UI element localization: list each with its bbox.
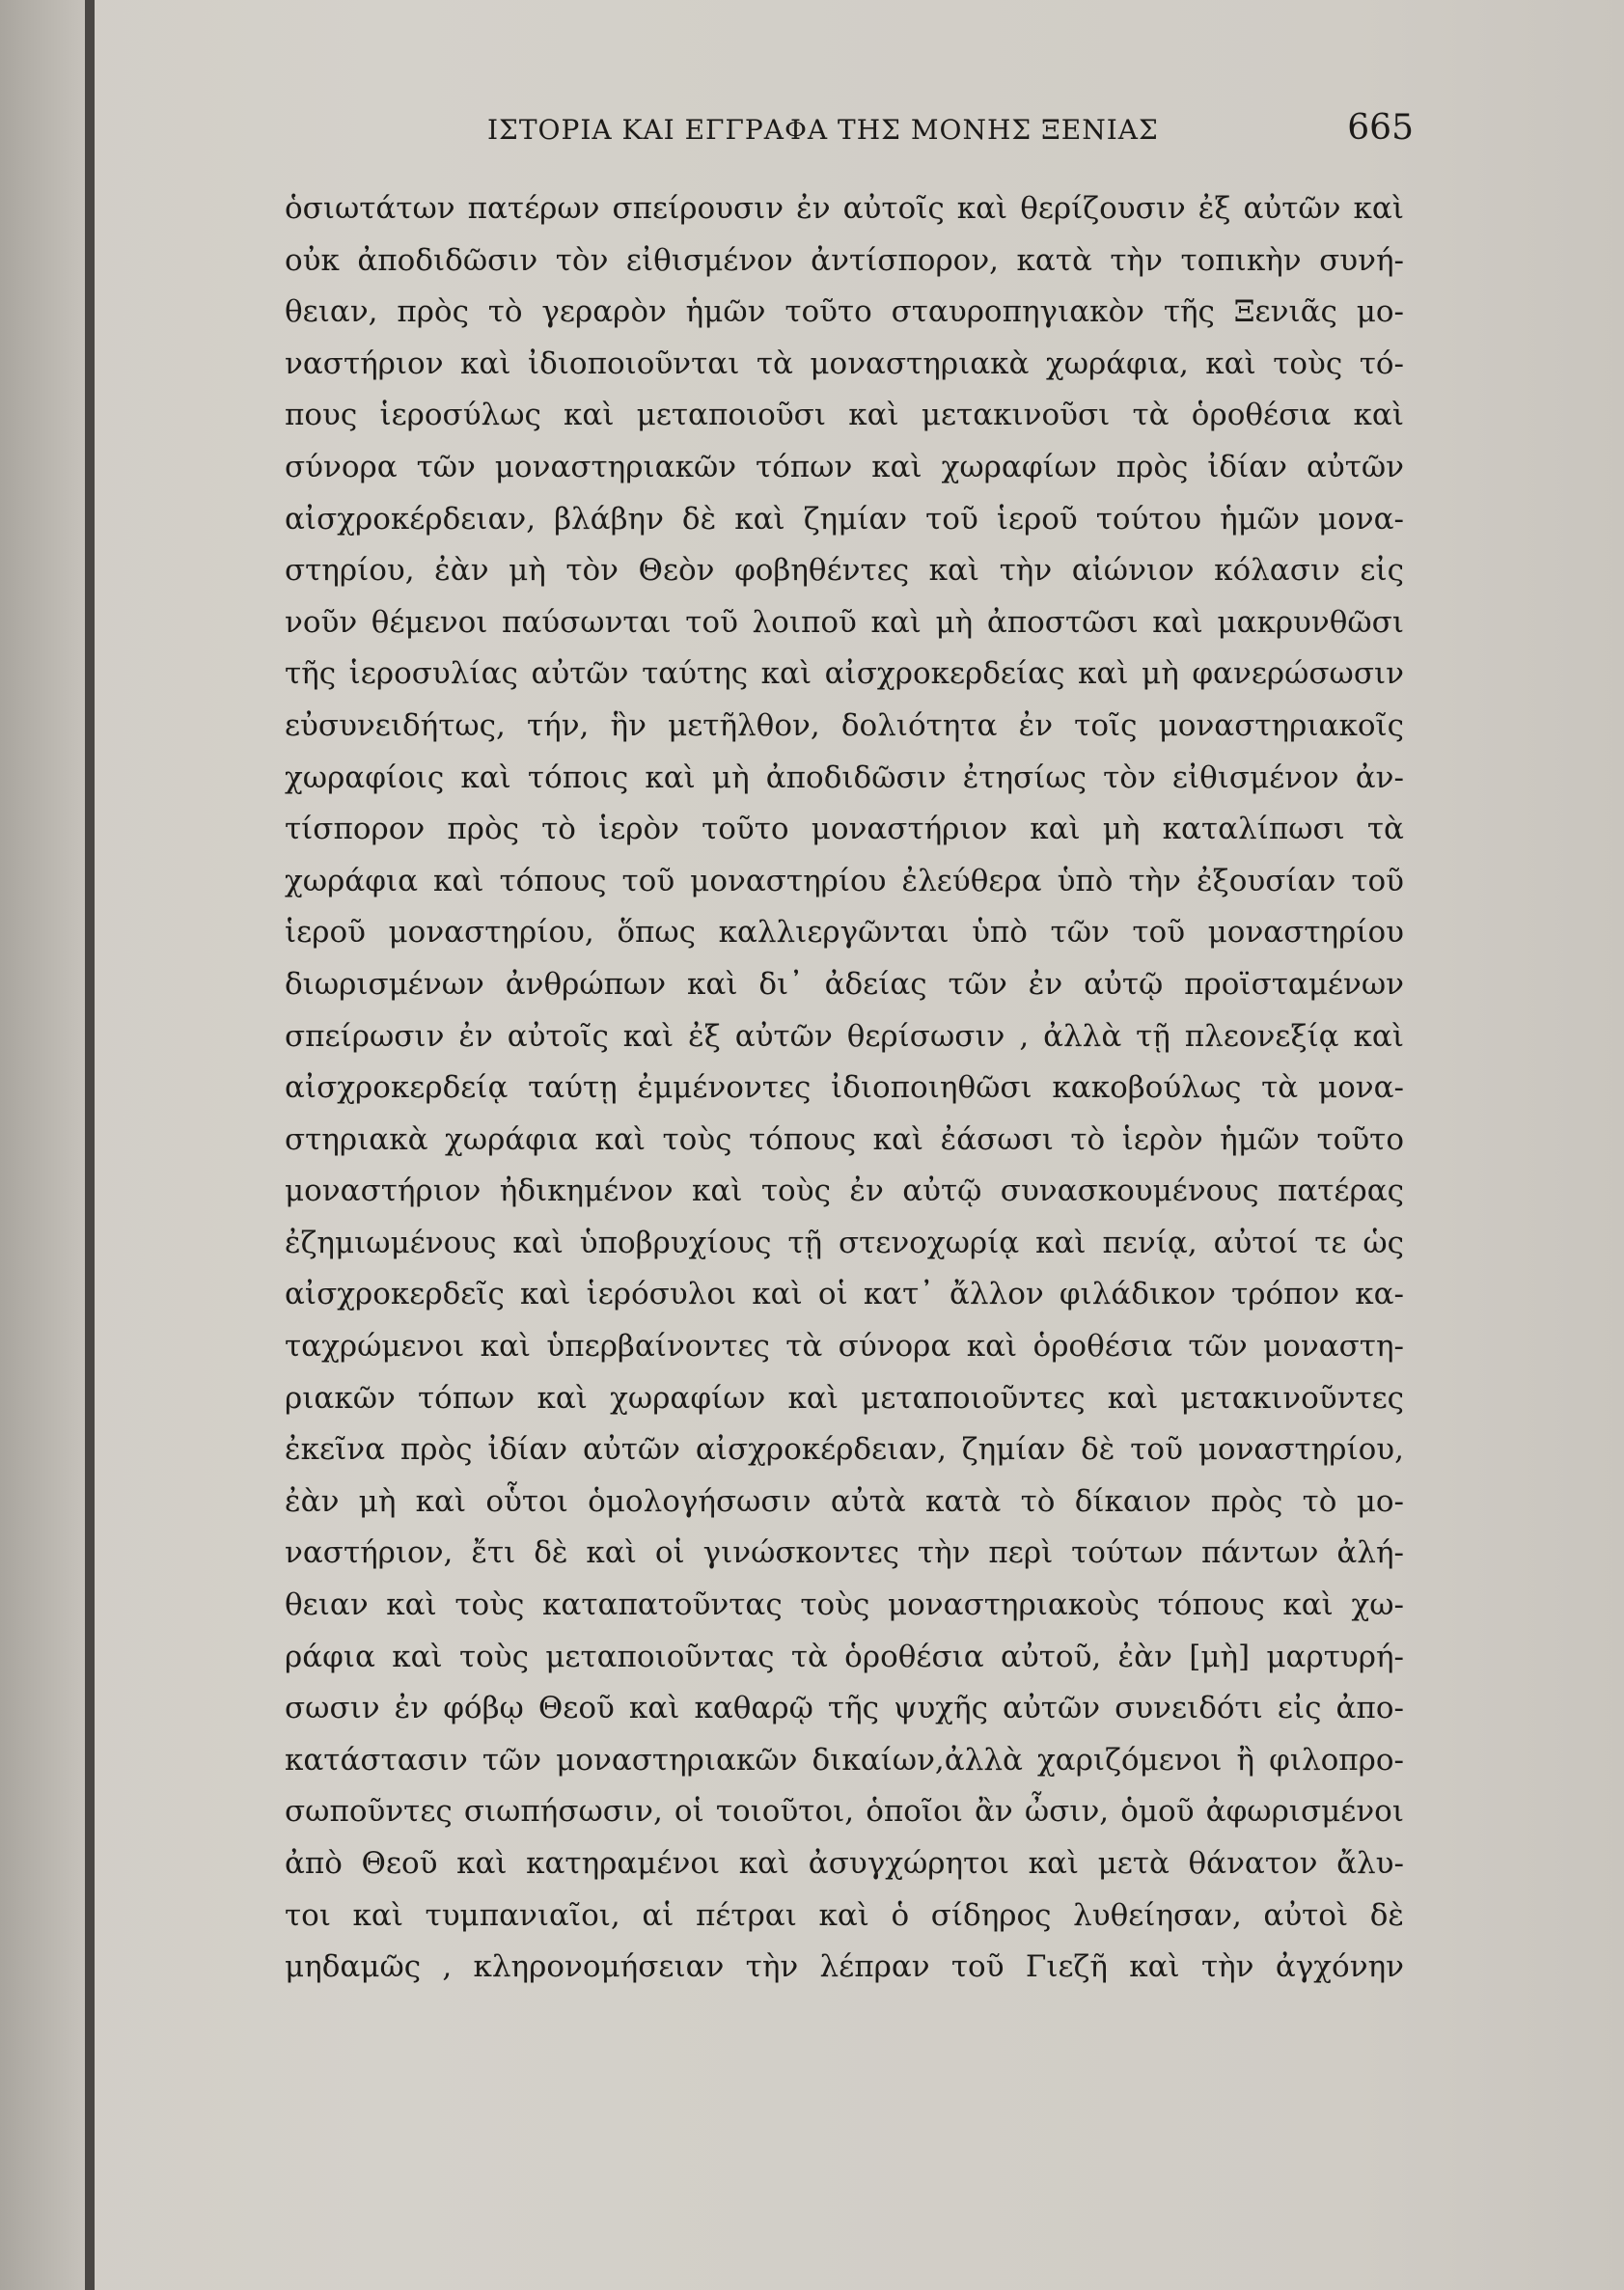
gutter-shadow: [0, 0, 85, 2290]
text-line: ἱεροῦ μοναστηρίου, ὅπως καλλιεργῶνται ὑπὸ τῶν τοῦ μοναστηρίου: [285, 915, 1404, 951]
text-line: τοι καὶ τυμπανιαῖοι, αἱ πέτραι καὶ ὁ σίδηρος λυθείησαν, αὐτοὶ δὲ: [285, 1897, 1404, 1933]
text-line: στηρίου, ἐὰν μὴ τὸν Θεὸν φοβηθέντες καὶ τὴν αἰώνιον κόλασιν εἰς: [285, 553, 1404, 589]
text-line: ὁσιωτάτων πατέρων σπείρουσιν ἐν αὐτοῖς καὶ θερίζουσιν ἐξ αὐτῶν καὶ: [285, 191, 1404, 226]
text-line: σωσιν ἐν φόβῳ Θεοῦ καὶ καθαρῷ τῆς ψυχῆς αὐτῶν συνειδότι εἰς ἀπο-: [285, 1691, 1404, 1726]
text-line: σπείρωσιν ἐν αὐτοῖς καὶ ἐξ αὐτῶν θερίσωσιν , ἀλλὰ τῇ πλεονεξίᾳ καὶ: [285, 1018, 1404, 1054]
text-line: σύνορα τῶν μοναστηριακῶν τόπων καὶ χωραφίων πρὸς ἰδίαν αὐτῶν: [285, 449, 1404, 484]
text-line: αἰσχροκερδεῖς καὶ ἱερόσυλοι καὶ οἱ κατ᾽ ἄλλον φιλάδικον τρόπον κα-: [285, 1277, 1404, 1312]
text-line: εὐσυνειδήτως, τήν, ἣν μετῆλθον, δολιότητα ἐν τοῖς μοναστηριακοῖς: [285, 707, 1404, 743]
text-line: ράφια καὶ τοὺς μεταποιοῦντας τὰ ὁροθέσια αὐτοῦ, ἐὰν [μὴ] μαρτυρή-: [285, 1639, 1404, 1674]
text-line: οὐκ ἀποδιδῶσιν τὸν εἰθισμένον ἀντίσπορον, κατὰ τὴν τοπικὴν συνή-: [285, 242, 1404, 278]
text-line: χωραφίοις καὶ τόποις καὶ μὴ ἀποδιδῶσιν ἐτησίως τὸν εἰθισμένον ἀν-: [285, 759, 1404, 795]
text-line: ἀπὸ Θεοῦ καὶ κατηραμένοι καὶ ἀσυγχώρητοι καὶ μετὰ θάνατον ἄλυ-: [285, 1846, 1404, 1881]
text-line: μηδαμῶς , κληρονομήσειαν τὴν λέπραν τοῦ Γιεζῆ καὶ τὴν ἀγχόνην: [285, 1949, 1404, 1985]
running-head-title: ΙΣΤΟΡΙΑ ΚΑΙ ΕΓΓΡΑΦΑ ΤΗΣ ΜΟΝΗΣ ΞΕΝΙΑΣ: [487, 114, 1159, 146]
text-line: ριακῶν τόπων καὶ χωραφίων καὶ μεταποιοῦντες καὶ μετακινοῦντες: [285, 1380, 1404, 1416]
text-line: θειαν καὶ τοὺς καταπατοῦντας τοὺς μοναστηριακοὺς τόπους καὶ χω-: [285, 1587, 1404, 1623]
body-text: [285, 183, 1404, 1994]
text-line: χωράφια καὶ τόπους τοῦ μοναστηρίου ἐλεύθερα ὑπὸ τὴν ἐξουσίαν τοῦ: [285, 863, 1404, 898]
text-line: κατάστασιν τῶν μοναστηριακῶν δικαίων,ἀλλὰ χαριζόμενοι ἢ φιλοπρο-: [285, 1742, 1404, 1778]
text-line: τίσπορον πρὸς τὸ ἱερὸν τοῦτο μοναστήριον καὶ μὴ καταλίπωσι τὰ: [285, 812, 1404, 847]
text-line: διωρισμένων ἀνθρώπων καὶ δι᾽ ἀδείας τῶν ἐν αὐτῷ προϊσταμένων: [285, 966, 1404, 1002]
running-head: [487, 108, 1414, 162]
text-line: αἰσχροκέρδειαν, βλάβην δὲ καὶ ζημίαν τοῦ ἱεροῦ τούτου ἡμῶν μονα-: [285, 501, 1404, 537]
text-line: τῆς ἱεροσυλίας αὐτῶν ταύτης καὶ αἰσχροκερδείας καὶ μὴ φανερώσωσιν: [285, 656, 1404, 692]
text-line: ἐὰν μὴ καὶ οὗτοι ὁμολογήσωσιν αὐτὰ κατὰ τὸ δίκαιον πρὸς τὸ μο-: [285, 1483, 1404, 1519]
text-line: θειαν, πρὸς τὸ γεραρὸν ἡμῶν τοῦτο σταυροπηγιακὸν τῆς Ξενιᾶς μο-: [285, 294, 1404, 330]
text-line: πους ἱεροσύλως καὶ μεταποιοῦσι καὶ μετακινοῦσι τὰ ὁροθέσια καὶ: [285, 398, 1404, 433]
text-line: μοναστήριον ἠδικημένον καὶ τοὺς ἐν αὐτῷ συνασκουμένους πατέρας: [285, 1173, 1404, 1209]
text-line: ναστήριον καὶ ἰδιοποιοῦνται τὰ μοναστηριακὰ χωράφια, καὶ τοὺς τό-: [285, 345, 1404, 381]
text-line: νοῦν θέμενοι παύσωνται τοῦ λοιποῦ καὶ μὴ ἀποστῶσι καὶ μακρυνθῶσι: [285, 604, 1404, 640]
text-line: ἐζημιωμένους καὶ ὑποβρυχίους τῇ στενοχωρίᾳ καὶ πενίᾳ, αὐτοί τε ὡς: [285, 1225, 1404, 1260]
text-line: ταχρώμενοι καὶ ὑπερβαίνοντες τὰ σύνορα καὶ ὁροθέσια τῶν μοναστη-: [285, 1329, 1404, 1365]
gutter-line: [85, 0, 95, 2290]
text-line: στηριακὰ χωράφια καὶ τοὺς τόπους καὶ ἐάσωσι τὸ ἱερὸν ἡμῶν τοῦτο: [285, 1121, 1404, 1157]
page-number: 665: [1347, 108, 1414, 148]
text-line: σωποῦντες σιωπήσωσιν, οἱ τοιοῦτοι, ὁποῖοι ἂν ὦσιν, ὁμοῦ ἀφωρισμένοι: [285, 1794, 1404, 1830]
text-line: ναστήριον, ἔτι δὲ καὶ οἱ γινώσκοντες τὴν περὶ τούτων πάντων ἀλή-: [285, 1535, 1404, 1571]
text-line: αἰσχροκερδείᾳ ταύτῃ ἐμμένοντες ἰδιοποιηθῶσι κακοβούλως τὰ μονα-: [285, 1070, 1404, 1106]
text-line: ἐκεῖνα πρὸς ἰδίαν αὐτῶν αἰσχροκέρδειαν, ζημίαν δὲ τοῦ μοναστηρίου,: [285, 1432, 1404, 1468]
